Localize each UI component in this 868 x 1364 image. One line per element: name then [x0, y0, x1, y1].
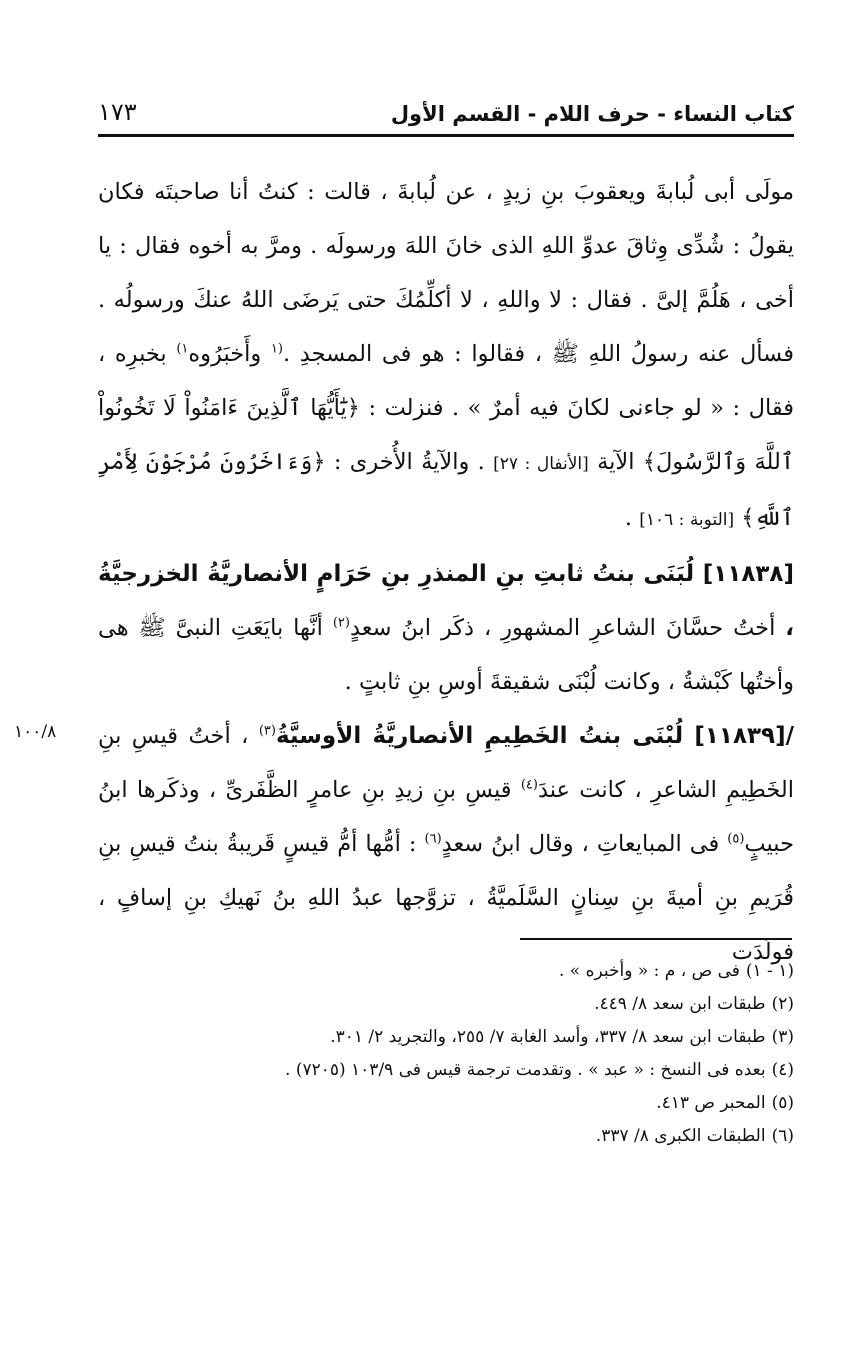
- footnote: [98, 1087, 794, 1120]
- text-run: أنَّها بايَعَتِ النبىَّ ﷺ هى وأختُها كَبْشةُ ، وكانت لُبْنَى شقيقةَ أوسِ بنِ ثابتٍ .: [98, 615, 794, 695]
- running-title: كتاب النساء - حرف اللام - القسم الأول: [390, 102, 794, 126]
- text-run: فى المبايعاتِ ، وقال ابنُ سعدٍ: [441, 831, 728, 857]
- footnotes: [98, 955, 794, 1153]
- footnote: [98, 1120, 794, 1153]
- main-text: [98, 165, 794, 979]
- entry-heading: [١١٨٣٨] لُبَنَى بنتُ ثابتِ بنِ المنذرِ بنِ حَرَامٍ الأنصاريَّةُ الخزرجيَّةُ ،: [98, 561, 794, 641]
- header-divider: [98, 134, 794, 137]
- entry-heading: [١١٨٣٩] لُبْنَى بنتُ الخَطِيمِ الأنصاريَّةُ الأوسيَّةُ: [275, 723, 786, 749]
- footnote-text: المحبر ص ٤١٣.: [656, 1093, 766, 1113]
- footnote-marker: (٥): [727, 831, 745, 847]
- footnote-marker: (٢): [332, 615, 350, 631]
- text-run: .: [624, 505, 640, 531]
- footnote-number: (٦): [771, 1126, 794, 1146]
- footnote-text: طبقات ابن سعد ٨/ ٣٣٧، وأسد الغابة ٧/ ٢٥٥، والتجريد ٢/ ٣٠١.: [330, 1027, 766, 1047]
- text-run: ، أختُ قيسِ بنِ الخَطِيمِ الشاعرِ ، كانت عندَ: [98, 723, 795, 803]
- entry-11838: [98, 547, 794, 709]
- footnote: [98, 988, 794, 1021]
- footnote-divider: [520, 938, 792, 940]
- text-run: الآية: [588, 449, 643, 475]
- footnote: [98, 1054, 794, 1087]
- page-break-marker: /: [785, 723, 795, 749]
- text-run: مولَى أبى لُبابةَ ويعقوبَ بنِ زيدٍ ، عن لُبابةَ ، قالت : كنتُ أنا صاحبتَه فكان يقولُ : شُدِّى وِثاقَ عدوِّ اللهِ الذى خانَ اللهَ ورسولَه . ومرَّ به أخوه فقال : يا أخى ، هَلُمَّ إلىَّ . فقال : لا واللهِ ، لا أكلِّمُكَ حتى يَرضَى اللهُ عنكَ ورسولُه . فسأل عنه رسولُ اللهِ ﷺ ، فقالوا : هو فى المسجدِ .: [98, 179, 795, 367]
- verse-reference: [التوبة : ١٠٦]: [639, 510, 735, 530]
- footnote-text: فى ص ، م : « وأخبره » .: [558, 961, 740, 981]
- footnote-number: (٣): [771, 1027, 794, 1047]
- margin-reference: ١٠٠/٨: [14, 722, 57, 742]
- footnote-marker: (٤): [520, 777, 538, 793]
- page-number: ١٧٣: [98, 98, 137, 126]
- footnote: [98, 1021, 794, 1054]
- quran-verse: ﴿وَءَاخَرُونَ مُرْجَوْنَ لِأَمْرِ ٱللَّهِ﴾: [98, 449, 794, 531]
- verse-reference: [الأنفال : ٢٧]: [493, 454, 589, 474]
- footnote-marker: (٦): [424, 831, 442, 847]
- footnote-number: (١ - ١): [745, 961, 794, 981]
- page-header: [98, 86, 794, 126]
- text-run: بخبرِه ، فقال : « لو جاءنى لكانَ فيه أمرٌ » . فنزلت :: [98, 341, 794, 421]
- paragraph-1: [98, 165, 794, 547]
- text-run: قيسِ بنِ زيدِ بنِ عامرٍ الظَّفَرىِّ ، وذكَرها ابنُ حبيبٍ: [98, 777, 794, 857]
- quran-verse: ﴿يَٰٓأَيُّهَا ٱلَّذِينَ ءَامَنُواْ لَا تَخُونُواْ ٱللَّهَ وَٱلرَّسُولَ﴾: [98, 395, 795, 475]
- footnote-number: (٢): [771, 994, 794, 1014]
- footnote-number: (٥): [771, 1093, 794, 1113]
- footnote-number: (٤): [771, 1060, 794, 1080]
- footnote-marker: ١): [176, 341, 189, 357]
- text-run: . والآيةُ الأُخرى :: [325, 449, 494, 475]
- footnote: [98, 955, 794, 988]
- footnote-text: طبقات ابن سعد ٨/ ٤٤٩.: [594, 994, 766, 1014]
- footnote-text: الطبقات الكبرى ٨/ ٣٣٧.: [595, 1126, 766, 1146]
- text-run: : أمُّها أمُّ قيسٍ قَريبةُ بنتُ قيسِ بنِ قُرَيمِ بنِ أميةَ بنِ سِنانٍ السَّلَميَّةُ ، تزوَّجها عبدُ اللهِ بنُ نَهيكِ بنِ إسافٍ ، فولَدَت: [98, 831, 794, 965]
- footnote-marker: (١: [270, 341, 283, 357]
- text-run: وأَخبَرُوه: [188, 341, 271, 367]
- footnote-text: بعده فى النسخ : « عبد » . وتقدمت ترجمة قيس فى ١٠٣/٩ (٧٢٠٥) .: [285, 1060, 766, 1080]
- text-run: أختُ حسَّانَ الشاعرِ المشهورِ ، ذكَر ابنُ سعدٍ: [349, 615, 786, 641]
- footnote-marker: (٣): [258, 723, 276, 739]
